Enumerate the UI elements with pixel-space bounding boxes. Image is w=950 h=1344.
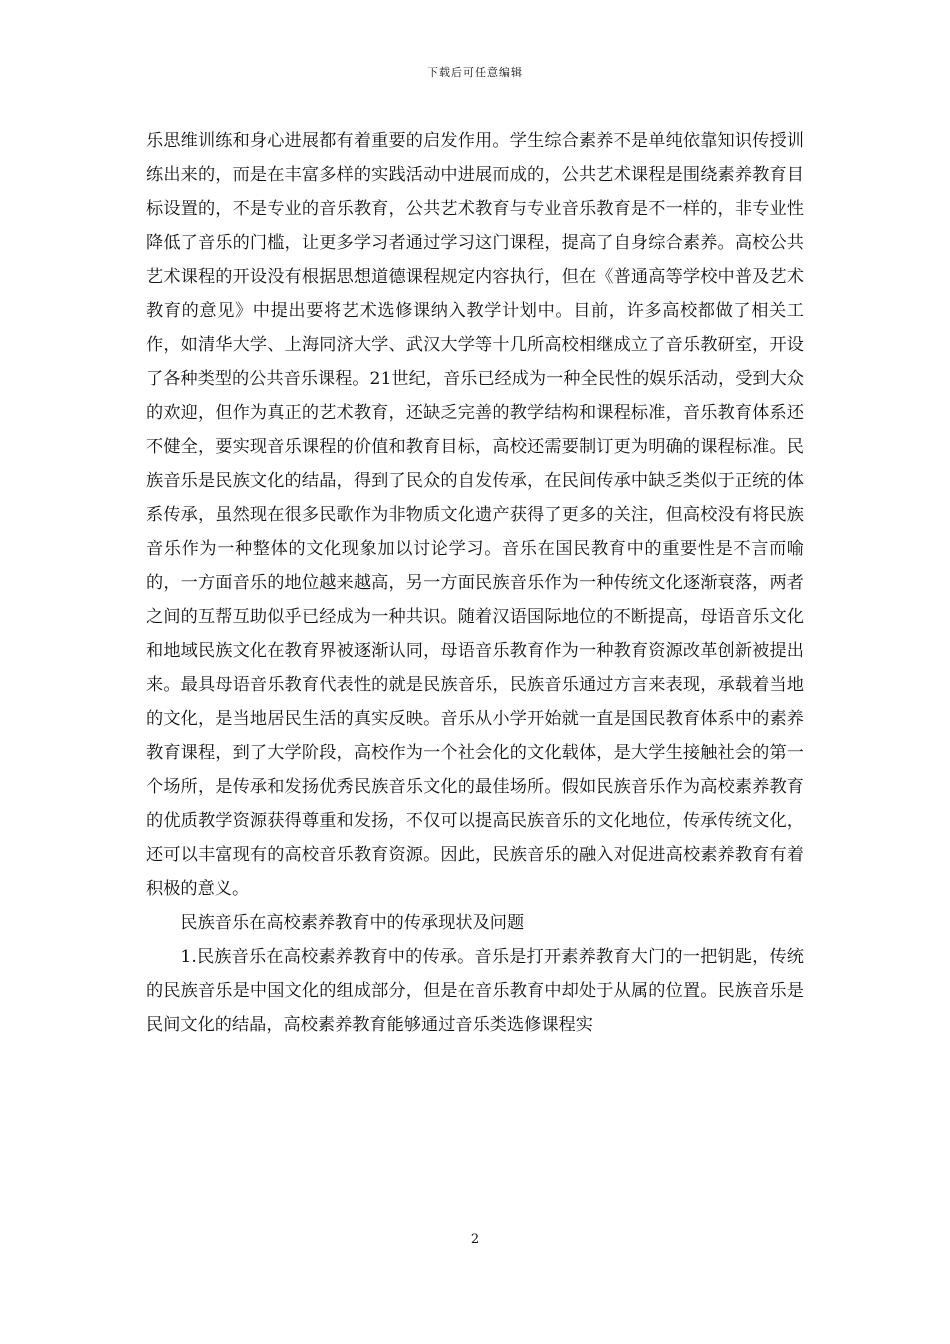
body-paragraph: 乐思维训练和身心进展都有着重要的启发作用。学生综合素养不是单纯依靠知识传授训练出来的，而是在丰富多样的实践活动中进展而成的，公共艺术课程是围绕素养教育目标设置的，不是专业的音乐教育，公共艺术教育与专业音乐教育是不一样的，非专业性降低了音乐的门槛，让更多学习者通过学习这门课程，提高了自身综合素养。高校公共艺术课程的开设没有根据思想道德课程规定内容执行，但在《普通高等学校中普及艺术教育的意见》中提出要将艺术选修课纳入教学计划中。目前，许多高校都做了相关工作，如清华大学、上海同济大学、武汉大学等十几所高校相继成立了音乐教研室，开设了各种类型的公共音乐课程。21世纪，音乐已经成为一种全民性的娱乐活动，受到大众的欢迎，但作为真正的艺术教育，还缺乏完善的教学结构和课程标准，音乐教育体系还不健全，要实现音乐课程的价值和教育目标，高校还需要制订更为明确的课程标准。民族音乐是民族文化的结晶，得到了民众的自发传承，在民间传承中缺乏类似于正统的体系传承，虽然现在很多民歌作为非物质文化遗产获得了更多的关注，但高校没有将民族音乐作为一种整体的文化现象加以讨论学习。音乐在国民教育中的重要性是不言而喻的，一方面音乐的地位越来越高，另一方面民族音乐作为一种传统文化逐渐衰落，两者之间的互帮互助似乎已经成为一种共识。随着汉语国际地位的不断提高，母语音乐文化和地域民族文化在教育界被逐渐认同，母语音乐教育作为一种教育资源改革创新被提出来。最具母语音乐教育代表性的就是民族音乐，民族音乐通过方言来表现，承载着当地的文化，是当地居民生活的真实反映。音乐从小学开始就一直是国民教育体系中的素养教育课程，到了大学阶段，高校作为一个社会化的文化载体，是大学生接触社会的第一个场所，是传承和发扬优秀民族音乐文化的最佳场所。假如民族音乐作为高校素养教育的优质教学资源获得尊重和发扬，不仅可以提高民族音乐的文化地位，传承传统文化，还可以丰富现有的高校音乐教育资源。因此，民族音乐的融入对促进高校素养教育有着积极的意义。 (146, 131, 804, 899)
page-number: 2 (470, 1232, 480, 1247)
section-heading: 民族音乐在高校素养教育中的传承现状及问题 (180, 913, 525, 933)
page-header: 下载后可任意编辑 (427, 66, 523, 79)
document-body (146, 124, 804, 1042)
subsection-paragraph: 1.民族音乐在高校素养教育中的传承。音乐是打开素养教育大门的一把钥匙，传统的民族音乐是中国文化的组成部分，但是在音乐教育中却处于从属的位置。民族音乐是民间文化的结晶，高校素养教育能够通过音乐类选修课程实 (146, 947, 804, 1035)
